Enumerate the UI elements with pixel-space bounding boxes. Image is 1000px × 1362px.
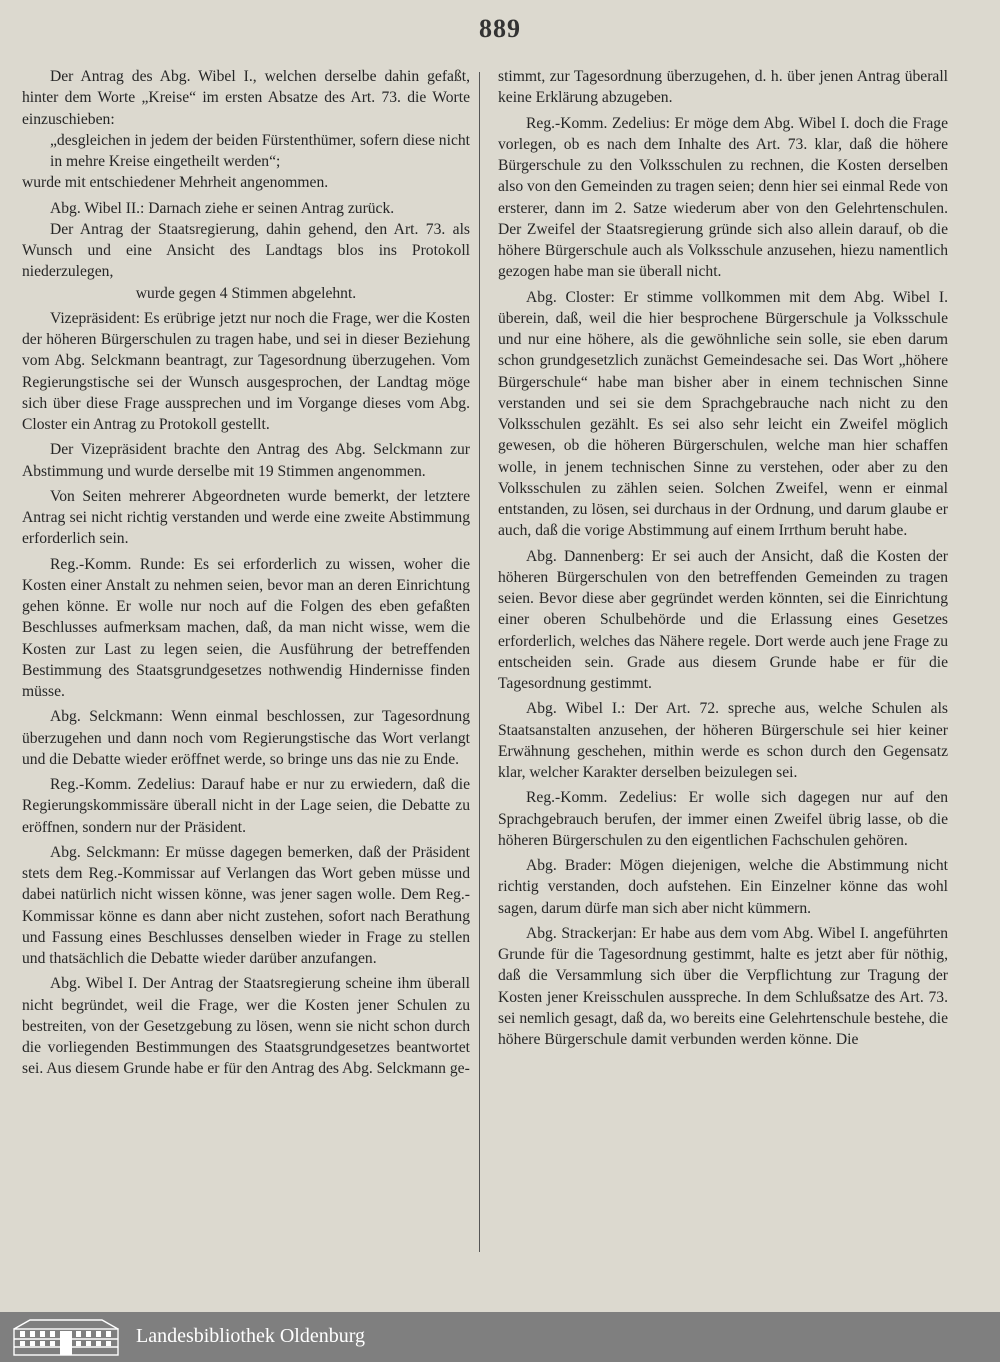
- paragraph: Der Vizepräsident brachte den Antrag des Abg. Selckmann zur Abstimmung und wurde derselbe mit 19 Stimmen angenommen.: [22, 441, 470, 480]
- paragraph: Abg. Strackerjan: Er habe aus dem vom Abg. Wibel I. angeführten Grunde für die Tagesordnung gestimmt, halte es jetzt aber für nöthig, daß die Versammlung sich über die Verpflichtung zur Tragung der Kosten jener Kreisschulen ausspreche. In dem Schlußsatze des Art. 73. sei nemlich gesagt, daß da, wo bereits eine Gelehrtenschule bestehe, die höhere Bürgerschule damit verbunden werden könne. Die: [498, 924, 948, 1048]
- paragraph: Reg.-Komm. Zedelius: Er wolle sich dagegen nur auf den Sprachgebrauch berufen, der immer einen Zweifel übrig lasse, ob die höheren Bürgerschulen zu den eigentlichen Fachschulen gehören.: [498, 789, 948, 849]
- paragraph: Vizepräsident: Es erübrige jetzt nur noch die Frage, wer die Kosten der höheren Bürgerschulen zu tragen habe, und sei in dieser Beziehung vom Abg. Selckmann beantragt, zur Tagesordnung überzugehen. Vom Regierungstische sei der Wunsch ausgesprochen, der Landtag möge sich über diese Frage aussprechen und im Vorgange dieses vom Abg. Closter ein Antrag zu Protokoll gestellt.: [22, 309, 470, 433]
- column-divider: [479, 72, 480, 1252]
- paragraph: Abg. Wibel II.: Darnach ziehe er seinen Antrag zurück.: [50, 199, 395, 217]
- paragraph: Der Antrag des Abg. Wibel I., welchen derselbe dahin gefaßt, hinter dem Worte „Kreise“ im ersten Absatze des Art. 73. die Worte einzuschieben:: [22, 68, 470, 128]
- paragraph: Abg. Selckmann: Er müsse dagegen bemerken, daß der Präsident stets dem Reg.-Kommissar auf Verlangen das Wort geben müsse und dabei natürlich nicht wissen könne, was jener sagen wolle. Dem Reg.-Kommissar könne es dann aber nicht zustehen, sofort nach Berathung und Fassung eines Beschlusses denselben wieder in Frage zu stellen und thatsächlich die Debatte wieder darüber anzufangen.: [22, 843, 470, 967]
- paragraph: stimmt, zur Tagesordnung überzugehen, d. h. über jenen Antrag überall keine Erklärung abzugeben.: [498, 68, 948, 107]
- left-text-column: [22, 66, 470, 1080]
- right-text-column: [498, 66, 948, 1050]
- paragraph: Der Antrag der Staatsregierung, dahin gehend, den Art. 73. als Wunsch und eine Ansicht des Landtags blos ins Protokoll niederzulegen,: [22, 220, 470, 281]
- paragraph: Abg. Wibel I.: Der Art. 72. spreche aus, welche Schulen als Staatsanstalten anzusehen, der höheren Bürgerschule sei hier keiner Erwähnung geschehen, mithin werde es schon durch den Gegensatz klar, welcher Karakter derselben beizulegen sei.: [498, 700, 948, 781]
- paragraph: Abg. Selckmann: Wenn einmal beschlossen, zur Tagesordnung überzugehen und dann noch vom Regierungstische das Wort verlangt und die Debatte wieder eröffnet werde, so bringe uns das nie zu Ende.: [22, 708, 470, 768]
- paragraph: Abg. Brader: Mögen diejenigen, welche die Abstimmung nicht richtig verstanden, doch aufstehen. Ein Einzelner könne das wohl sagen, darum dürfe man sich aber nicht kümmern.: [498, 857, 948, 917]
- paragraph: „desgleichen in jedem der beiden Fürstenthümer, sofern diese nicht in mehre Kreise eingetheilt werden“;: [50, 131, 470, 170]
- page-number: 889: [479, 14, 521, 43]
- paragraph: wurde gegen 4 Stimmen abgelehnt.: [135, 284, 357, 302]
- library-name: Landesbibliothek Oldenburg: [136, 1325, 366, 1347]
- paragraph: Abg. Closter: Er stimme vollkommen mit dem Abg. Wibel I. überein, daß, weil die hier besprochene Bürgerschule ja Volksschule und nur eine höhere, als die gewöhnliche sein solle, sie eben darum schon grundgesetzlich zunächst Gemeindesache sei. Das Wort „höhere Bürgerschule“ habe man bisher aber in einem technischen Sinne verstanden und sei sie dem Sprachgebrauche nach nicht zu den Volksschulen gezählt. Es sei also sehr leicht ein Zweifel möglich gewesen, ob die höheren Bürgerschulen, welche man hier schaffen wolle, in jenem technischen Sinne zu verstehen, oder aber zu den Volksschulen zu zählen seien. Solchen Zweifel, wenn er einmal entstanden, zu lösen, sei durchaus in der Ordnung, und darum glaube er auch, daß die vorige Abstimmung auf einem Irrthum beruht habe.: [498, 288, 948, 540]
- paragraph: Reg.-Komm. Zedelius: Er möge dem Abg. Wibel I. doch die Frage vorlegen, ob es nach dem Inhalte des Art. 73. klar, daß die höhere Bürgerschule zu den Volksschulen zu rechnen, die Kosten derselben also von den Gemeinden zu tragen seien; denn hier sei einmal Rede von ersterer, dann im 2. Satze wiederum aber von den Gelehrtenschulen. Der Zweifel der Staatsregierung gründe sich also allein darauf, ob die höhere Bürgerschule auch als Volksschule anzusehen, hiezu namentlich gezogen habe man sie überall nicht.: [498, 114, 948, 281]
- paragraph: wurde mit entschiedener Mehrheit angenommen.: [22, 174, 329, 192]
- paragraph: Abg. Dannenberg: Er sei auch der Ansicht, daß die Kosten der höheren Bürgerschulen von den betreffenden Gemeinden zu tragen seien. Bevor diese aber gegründet werden könnten, sei die Einrichtung einer oberen Schulbehörde und die Erlassung eines Gesetzes erforderlich, welches das Nähere regele. Dort werde auch jene Frage zu entscheiden sein. Grade aus diesem Grunde habe er für die Tagesordnung gestimmt.: [498, 547, 948, 692]
- paragraph: Reg.-Komm. Zedelius: Darauf habe er nur zu erwiedern, daß die Regierungskommissäre überall nicht in der Lage seien, die Debatte zu eröffnen, sondern nur der Präsident.: [22, 776, 470, 836]
- paragraph: Von Seiten mehrerer Abgeordneten wurde bemerkt, der letztere Antrag sei nicht richtig verstanden und werde eine zweite Abstimmung erforderlich sein.: [22, 487, 470, 548]
- paragraph: Abg. Wibel I. Der Antrag der Staatsregierung scheine ihm überall nicht begründet, weil die Frage, wer die Kosten jener Schulen zu bestreiten, von der Gesetzgebung zu lösen, wenn sie nicht schon durch die vorliegenden Bestimmungen des Staatsgrundgesetzes beantwortet sei. Aus diesem Grunde habe er für den Antrag des Abg. Selckmann ge-: [22, 975, 470, 1078]
- library-footer-bar: [0, 1312, 1000, 1362]
- library-building-icon: [10, 1317, 122, 1357]
- paragraph: Reg.-Komm. Runde: Es sei erforderlich zu wissen, woher die Kosten einer Anstalt zu nehmen seien, bevor man an deren Einrichtung gehen könne. Er wolle nur noch auf die Folgen des eben gefaßten Beschlusses aufmerksam machen, daß, da man nicht wisse, wem die Kosten zur Last zu legen seien, die Ausführung der betreffenden Bestimmung des Staatsgrundgesetzes nothwendig Hindernisse finden müsse.: [22, 555, 470, 700]
